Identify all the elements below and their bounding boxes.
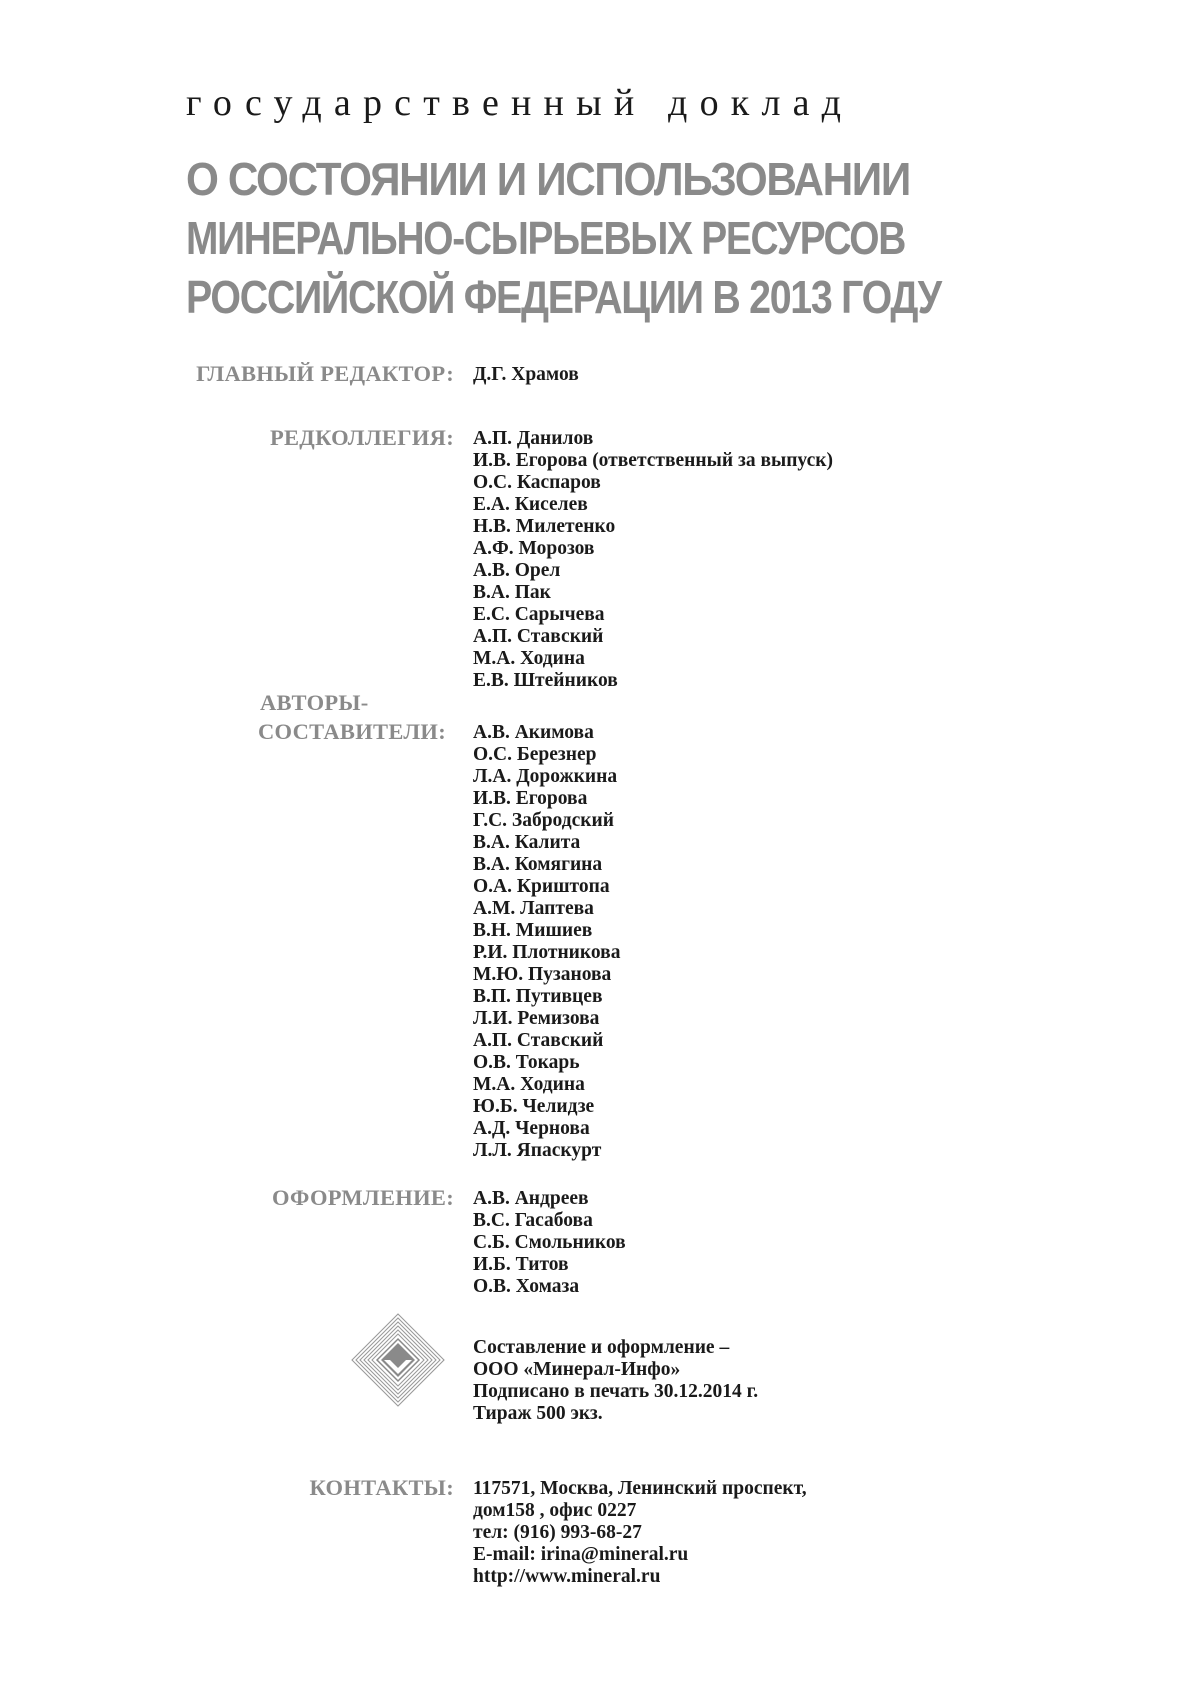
compilers-label <box>260 688 460 746</box>
list-item: О.В. Токарь <box>473 1052 580 1073</box>
list-item: Ю.Б. Челидзе <box>473 1096 595 1117</box>
list-item: Л.А. Дорожкина <box>473 766 618 787</box>
list-item: А.Ф. Морозов <box>473 538 595 559</box>
contact-website[interactable]: http://www.mineral.ru <box>473 1566 661 1587</box>
list-item: Е.С. Сарычева <box>473 604 605 625</box>
publisher-line: Составление и оформление – <box>473 1337 730 1358</box>
list-item: В.А. Калита <box>473 832 581 853</box>
editorial-board-list <box>473 428 833 692</box>
list-item: М.Ю. Пузанова <box>473 964 612 985</box>
design-label: ОФОРМЛЕНИЕ: <box>271 1185 454 1210</box>
contacts-label: КОНТАКТЫ: <box>309 1475 454 1500</box>
list-item: Л.Л. Япаскурт <box>473 1140 602 1161</box>
list-item: В.Н. Мишиев <box>473 920 593 941</box>
list-item: А.П. Ставский <box>473 1030 604 1051</box>
list-item: А.В. Акимова <box>473 722 594 743</box>
contacts-list <box>473 1478 807 1588</box>
list-item: А.В. Андреев <box>473 1188 589 1209</box>
design-list <box>473 1188 626 1298</box>
list-item: О.А. Криштопа <box>473 876 610 897</box>
list-item: А.М. Лаптева <box>473 898 594 919</box>
list-item: А.Д. Чернова <box>473 1118 590 1139</box>
compilers-label-line: СОСТАВИТЕЛИ: <box>258 719 446 744</box>
contact-address: 117571, Москва, Ленинский проспект, <box>473 1478 807 1499</box>
report-title-line: МИНЕРАЛЬНО-СЫРЬЕВЫХ РЕСУРСОВ <box>186 212 906 264</box>
compilers-label-line: АВТОРЫ- <box>260 690 369 715</box>
contact-email[interactable]: E-mail: irina@mineral.ru <box>473 1544 689 1565</box>
list-item: В.П. Путивцев <box>473 986 603 1007</box>
publisher-line: Тираж 500 экз. <box>473 1403 603 1424</box>
mineral-info-logo-icon <box>350 1312 446 1408</box>
report-title-line: РОССИЙСКОЙ ФЕДЕРАЦИИ В 2013 ГОДУ <box>186 271 941 323</box>
list-item: Р.И. Плотникова <box>473 942 621 963</box>
editorial-board-label: РЕДКОЛЛЕГИЯ: <box>269 425 454 450</box>
chief-editor-label: ГЛАВНЫЙ РЕДАКТОР: <box>196 361 454 386</box>
list-item: С.Б. Смольников <box>473 1232 626 1253</box>
list-item: В.С. Гасабова <box>473 1210 593 1231</box>
report-title-line: О СОСТОЯНИИ И ИСПОЛЬЗОВАНИИ <box>186 153 910 205</box>
list-item: И.В. Егорова <box>473 788 588 809</box>
list-item: Д.Г. Храмов <box>473 364 579 385</box>
list-item: В.А. Комягина <box>473 854 603 875</box>
list-item: М.А. Ходина <box>473 648 585 669</box>
report-kicker: государственный доклад <box>186 82 854 124</box>
list-item: О.С. Березнер <box>473 744 597 765</box>
chief-editor-list <box>473 364 579 386</box>
publisher-info <box>473 1337 758 1425</box>
list-item: Н.В. Милетенко <box>473 516 616 537</box>
report-title <box>186 150 941 327</box>
compilers-list <box>473 722 620 1162</box>
list-item: В.А. Пак <box>473 582 551 603</box>
list-item: И.В. Егорова (ответственный за выпуск) <box>473 450 833 471</box>
list-item: А.П. Ставский <box>473 626 604 647</box>
list-item: Е.В. Штейников <box>473 670 618 691</box>
list-item: А.В. Орел <box>473 560 561 581</box>
publisher-line: ООО «Минерал-Инфо» <box>473 1359 681 1380</box>
list-item: Г.С. Забродский <box>473 810 614 831</box>
list-item: О.С. Каспаров <box>473 472 601 493</box>
list-item: А.П. Данилов <box>473 428 594 449</box>
contact-address-office: дом158 , офис 0227 <box>473 1500 637 1521</box>
list-item: Е.А. Киселев <box>473 494 588 515</box>
list-item: М.А. Ходина <box>473 1074 585 1095</box>
list-item: Л.И. Ремизова <box>473 1008 600 1029</box>
list-item: О.В. Хомаза <box>473 1276 580 1297</box>
list-item: И.Б. Титов <box>473 1254 569 1275</box>
publisher-line: Подписано в печать 30.12.2014 г. <box>473 1381 759 1402</box>
contact-phone: тел: (916) 993-68-27 <box>473 1522 642 1543</box>
